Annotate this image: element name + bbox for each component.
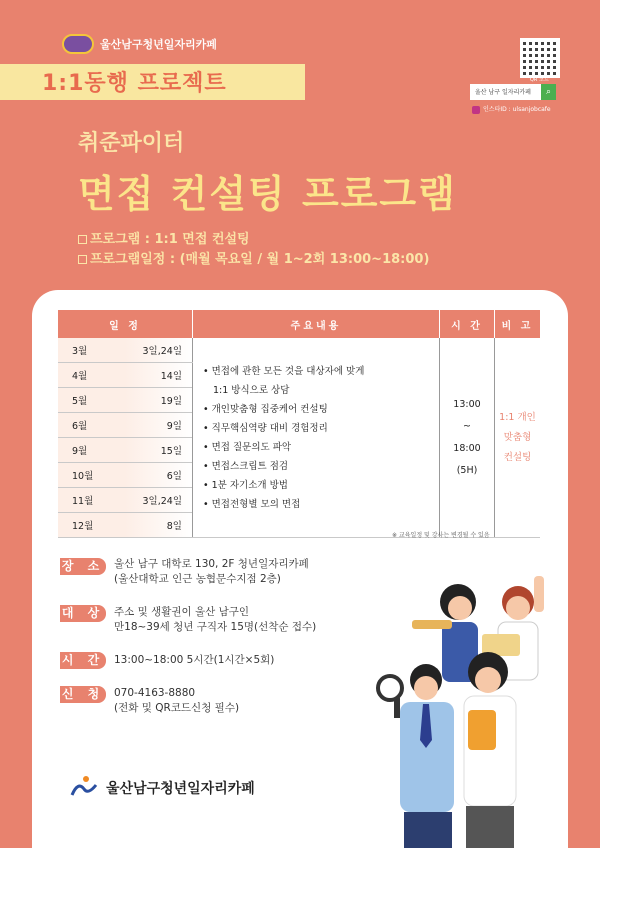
label-apply: 신 청 — [61, 687, 105, 701]
footnote: ※ 교육일정 및 강사는 변경될 수 있음 — [392, 532, 490, 539]
label-location: 장 소 — [61, 559, 105, 573]
instagram-icon — [472, 106, 480, 114]
target-text — [114, 605, 316, 635]
footer-logo-icon — [70, 775, 98, 797]
brand-name: 울산남구청년일자리카페 — [100, 38, 217, 51]
qr-code[interactable] — [520, 38, 560, 78]
table-header-row — [58, 310, 540, 338]
info-line: 만18~39세 청년 구직자 15명(선착순 접수) — [114, 621, 317, 633]
header-note: 비 고 — [495, 310, 541, 338]
location-text — [114, 557, 309, 587]
list-item: • 1분 자기소개 방법 — [203, 479, 288, 491]
footer-name: 울산남구청년일자리카페 — [106, 781, 255, 797]
note-line: 컨설팅 — [503, 451, 532, 463]
month-cell: 11월 — [58, 488, 125, 513]
month-cell: 4월 — [58, 363, 125, 388]
time-duration: (5H) — [456, 464, 478, 476]
note-line: 1:1 개인 — [499, 411, 536, 423]
date-cell: 8일 — [125, 513, 193, 538]
people-illustration — [368, 570, 578, 848]
brand-logo — [62, 34, 94, 54]
main-title: 면접 컨설팅 프로그램 — [78, 172, 457, 216]
info-line: (전화 및 QR코드신청 필수) — [114, 702, 240, 714]
apply-text — [114, 686, 239, 716]
label-time: 시 간 — [61, 653, 105, 667]
phone-number[interactable]: 070-4163-8880 — [114, 687, 196, 699]
header-content: 주요내용 — [193, 310, 440, 338]
time-cell — [440, 338, 495, 538]
list-item: • 개인맞춤형 집중케어 컨설팅 — [203, 403, 328, 415]
list-item: • 면접스크립트 점검 — [203, 460, 289, 472]
kicker-title: 취준파이터 — [78, 131, 185, 156]
header-time: 시 간 — [440, 310, 495, 338]
date-cell: 6일 — [125, 463, 193, 488]
month-cell: 5월 — [58, 388, 125, 413]
time-text — [114, 653, 274, 668]
qr-caption: QR 코드 — [530, 77, 549, 83]
note-cell — [495, 338, 541, 538]
date-cell: 19일 — [125, 388, 193, 413]
table-row — [58, 338, 540, 363]
month-cell: 6월 — [58, 413, 125, 438]
program-text: 프로그램 : 1:1 면접 컨설팅 — [90, 232, 250, 247]
instagram-handle — [472, 104, 551, 114]
info-line: 주소 및 생활권이 울산 남구인 — [114, 606, 250, 618]
info-line: 울산 남구 대학로 130, 2F 청년일자리카페 — [114, 558, 309, 570]
list-item: • 직무핵심역량 대비 경험정리 — [203, 422, 328, 434]
date-cell: 3일,24일 — [125, 338, 193, 363]
month-cell: 12월 — [58, 513, 125, 538]
time-sep: ~ — [463, 420, 471, 432]
list-item: • 면접전형별 모의 면접 — [203, 498, 301, 510]
schedule-line — [78, 248, 429, 267]
month-cell: 10월 — [58, 463, 125, 488]
info-line: 13:00~18:00 5시간(1시간×5회) — [114, 654, 275, 666]
ribbon-text: 1:1동행 프로젝트 — [42, 71, 227, 96]
checkbox-icon — [78, 235, 87, 244]
list-item: • 면접 질문의도 파악 — [203, 441, 292, 453]
date-cell: 15일 — [125, 438, 193, 463]
header-schedule: 일 정 — [58, 310, 193, 338]
content-list — [203, 362, 438, 514]
date-cell: 14일 — [125, 363, 193, 388]
label-target: 대 상 — [61, 606, 105, 620]
checkbox-icon — [78, 255, 87, 264]
list-item: • 면접에 관한 모든 것을 대상자에 맞게 — [203, 365, 365, 377]
date-cell: 9일 — [125, 413, 193, 438]
date-cell: 3일,24일 — [125, 488, 193, 513]
list-item: 1:1 방식으로 상담 — [213, 384, 290, 396]
search-text: 울산 남구 일자리카페 — [475, 89, 531, 96]
info-line: (울산대학교 인근 농협문수지점 2층) — [114, 573, 281, 585]
month-cell: 3월 — [58, 338, 125, 363]
time-end: 18:00 — [453, 442, 481, 454]
search-icon: ⌕ — [541, 84, 556, 100]
schedule-text: 프로그램일정 : (매월 목요일 / 월 1~2회 13:00~18:00) — [90, 252, 430, 267]
content-cell — [193, 338, 440, 538]
program-line — [78, 228, 250, 247]
instagram-text: 인스타ID : ulsanjobcafe — [483, 106, 551, 113]
month-cell: 9월 — [58, 438, 125, 463]
note-line: 맞춤형 — [503, 431, 532, 443]
schedule-table — [58, 310, 540, 538]
time-start: 13:00 — [453, 398, 481, 410]
